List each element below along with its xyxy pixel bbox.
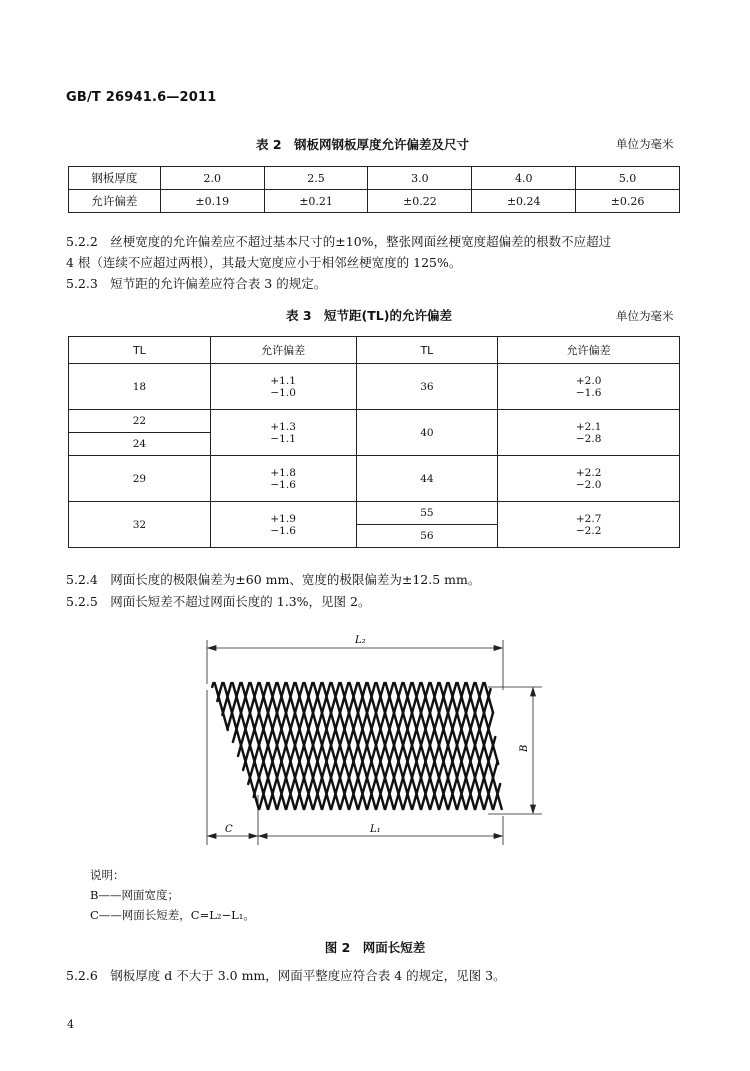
tolerance-plus: +1.3 <box>270 420 296 433</box>
tolerance-minus: −2.0 <box>575 478 602 491</box>
figure2-caption: 图 2 网面长短差 <box>324 940 426 955</box>
tolerance-plus: +2.7 <box>575 512 602 525</box>
table2-cell: 2.0 <box>160 167 264 190</box>
table2-unit: 单位为毫米 <box>616 137 674 151</box>
label-l1: L₁ <box>370 824 381 835</box>
table2-row-label: 允许偏差 <box>69 190 161 213</box>
table3-tl: 29 <box>69 456 211 502</box>
table3-unit: 单位为毫米 <box>616 309 674 323</box>
mesh-strand <box>212 683 213 687</box>
table2-caption: 表 2 钢板网钢板厚度允许偏差及尺寸 <box>256 137 470 152</box>
tolerance-minus: −1.0 <box>270 386 296 399</box>
tolerance-minus: −2.2 <box>575 524 602 537</box>
mesh-strand <box>222 683 231 715</box>
table3-tl: 22 <box>69 410 211 433</box>
table2-row-label: 钢板厚度 <box>69 167 161 190</box>
figure2-legend-title: 说明： <box>90 868 125 882</box>
table2-cell: ±0.19 <box>160 190 264 213</box>
tolerance-plus: +1.1 <box>270 374 296 387</box>
paragraph-5-2-5: 5.2.5 网面长短差不超过网面长度的 1.3%，见图 2。 <box>66 594 371 609</box>
paragraph-5-2-3: 5.2.3 短节距的允许偏差应符合表 3 的规定。 <box>66 276 327 291</box>
table3-tl: 44 <box>356 456 498 502</box>
tolerance-plus: +2.2 <box>575 466 602 479</box>
tolerance-plus: +1.8 <box>270 466 296 479</box>
table3-header: TL <box>69 337 211 364</box>
table3-header: TL <box>356 337 498 364</box>
standard-code: GB/T 26941.6—2011 <box>66 90 217 105</box>
table3-tl: 36 <box>356 364 498 410</box>
tolerance-minus: −1.6 <box>270 524 296 537</box>
table3-header: 允许偏差 <box>498 337 680 364</box>
paragraph-5-2-2-line2: 4 根（连续不应超过两根），其最大宽度应小于相邻丝梗宽度的 125%。 <box>66 255 462 270</box>
table3-header: 允许偏差 <box>210 337 356 364</box>
table2-cell: ±0.24 <box>472 190 576 213</box>
tolerance-minus: −1.6 <box>575 386 602 399</box>
table3-tl: 18 <box>69 364 211 410</box>
tolerance-minus: −1.1 <box>270 432 296 445</box>
expanded-metal-mesh <box>212 683 502 809</box>
figure2-legend-c: C——网面长短差，C=L₂−L₁。 <box>90 908 255 922</box>
table3-tl: 40 <box>356 410 498 456</box>
tolerance-plus: +1.9 <box>270 512 296 525</box>
table2-cell: ±0.21 <box>264 190 368 213</box>
table2-cell: ±0.22 <box>368 190 472 213</box>
table2-cell: 5.0 <box>576 167 680 190</box>
table2-cell: ±0.26 <box>576 190 680 213</box>
table3-tl: 24 <box>69 433 211 456</box>
paragraph-5-2-4: 5.2.4 网面长度的极限偏差为±60 mm、宽度的极限偏差为±12.5 mm。 <box>66 572 481 587</box>
table3-caption: 表 3 短节距(TL)的允许偏差 <box>286 308 452 323</box>
table3-tl: 32 <box>69 502 211 548</box>
table3-tl: 56 <box>356 525 498 548</box>
paragraph-5-2-2-line1: 5.2.2 丝梗宽度的允许偏差应不超过基本尺寸的±10%，整张网面丝梗宽度超偏差的根数不应超过 <box>66 234 612 249</box>
tolerance-minus: −1.6 <box>270 478 296 491</box>
tolerance-plus: +2.1 <box>575 420 602 433</box>
tolerance-plus: +2.0 <box>575 374 602 387</box>
table2-cell: 4.0 <box>472 167 576 190</box>
table2-cell: 2.5 <box>264 167 368 190</box>
page-number: 4 <box>67 1018 74 1031</box>
figure2-legend-b: B——网面宽度； <box>90 888 179 902</box>
table3-tl: 55 <box>356 502 498 525</box>
label-c: C <box>225 824 233 835</box>
tolerance-minus: −2.8 <box>575 432 602 445</box>
paragraph-5-2-6: 5.2.6 钢板厚度 d 不大于 3.0 mm，网面平整度应符合表 4 的规定，见图 3。 <box>66 968 506 983</box>
table2-cell: 3.0 <box>368 167 472 190</box>
mesh-strand <box>238 683 258 756</box>
label-l2: L₂ <box>355 635 366 646</box>
label-b: B <box>519 744 530 752</box>
